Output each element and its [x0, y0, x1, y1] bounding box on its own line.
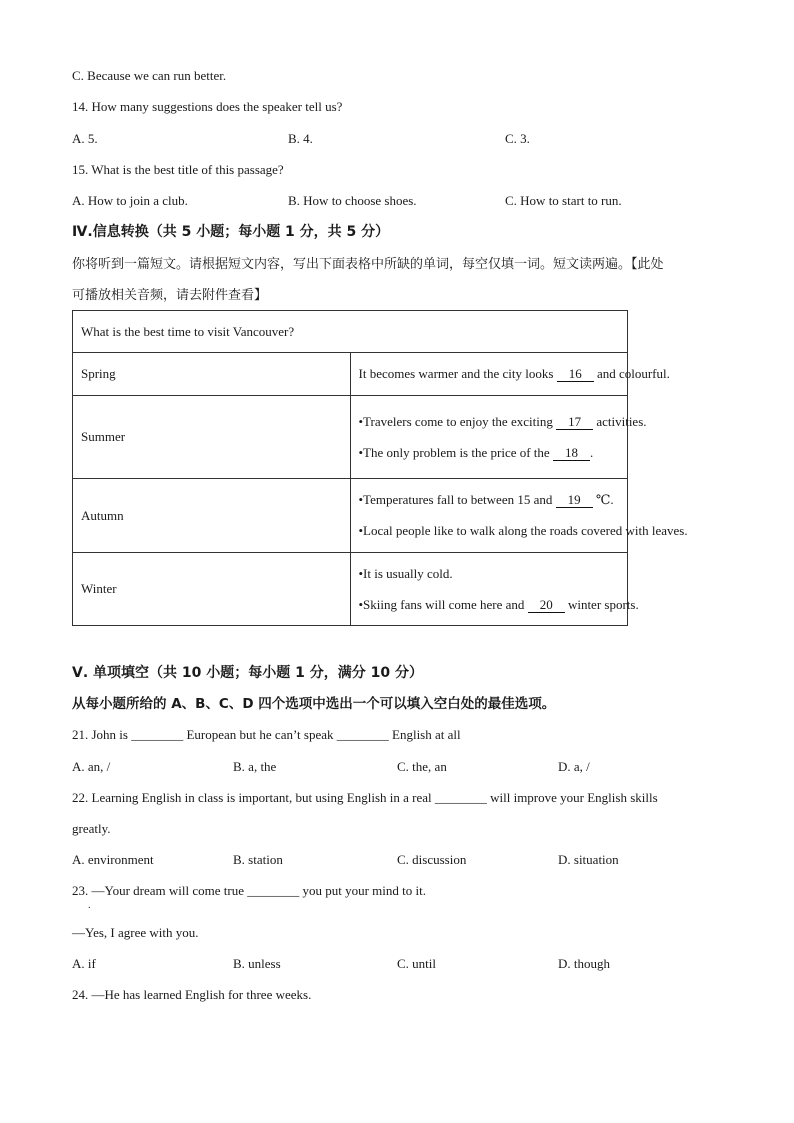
- q13-option-c: C. Because we can run better.: [72, 68, 227, 83]
- season-label: Winter: [73, 553, 351, 626]
- detail-text: ℃.: [592, 492, 614, 507]
- q23-option-d[interactable]: D. though: [558, 956, 610, 971]
- detail-text: and colourful.: [593, 366, 670, 381]
- q24-stem: 24. —He has learned English for three weeks.: [72, 987, 312, 1002]
- detail-text: •Temperatures fall to between 15 and: [358, 492, 556, 507]
- season-details: [350, 396, 647, 479]
- q22-option-c[interactable]: C. discussion: [397, 852, 467, 867]
- q14-option-a: A. 5.: [72, 131, 98, 146]
- q15-option-a: A. How to join a club.: [72, 193, 188, 208]
- detail-text: •The only problem is the price of the: [358, 444, 553, 460]
- q23-option-c[interactable]: C. until: [397, 956, 437, 971]
- q23-stem: 23. —Your dream will come true ________ you put your mind to it.: [72, 883, 426, 898]
- detail-text: •Local people like to walk along the roads covered with leaves.: [358, 523, 688, 538]
- q21-option-d[interactable]: D. a, /: [558, 759, 590, 774]
- q23-reply: —Yes, I agree with you.: [72, 925, 199, 940]
- q15-option-b: B. How to choose shoes.: [288, 193, 417, 208]
- season-details: [350, 353, 670, 396]
- vancouver-info-table: [72, 310, 688, 626]
- q22-option-d[interactable]: D. situation: [558, 852, 619, 867]
- stray-dot: .: [88, 900, 91, 911]
- season-label: Summer: [73, 396, 351, 479]
- section4-heading: Ⅳ.信息转换（共 5 小题；每小题 1 分，共 5 分）: [72, 224, 390, 240]
- q14-stem: 14. How many suggestions does the speaker tell us?: [72, 99, 343, 114]
- section4-instruction-line1: 你将听到一篇短文。请根据短文内容，写出下面表格中所缺的单词，每空仅填一词。短文读两遍。【此处: [72, 257, 664, 272]
- q22-option-a[interactable]: A. environment: [72, 852, 154, 867]
- detail-text: winter sports.: [564, 596, 639, 612]
- q14-option-c: C. 3.: [505, 131, 530, 146]
- table-row: [73, 396, 628, 479]
- table-row: [73, 553, 628, 626]
- detail-text: .: [589, 444, 594, 460]
- q22-option-b[interactable]: B. station: [233, 852, 283, 867]
- table-title: What is the best time to visit Vancouver?: [73, 311, 628, 353]
- detail-text: activities.: [593, 413, 647, 429]
- q21-stem: 21. John is ________ European but he can’t speak ________ English at all: [72, 727, 461, 742]
- q21-option-b[interactable]: B. a, the: [233, 759, 277, 774]
- answer-blank-20[interactable]: 20: [528, 597, 565, 613]
- q23-option-a[interactable]: A. if: [72, 956, 96, 971]
- detail-text: •Travelers come to enjoy the exciting: [358, 413, 557, 429]
- q22-stem-line2: greatly.: [72, 821, 111, 836]
- q23-option-b[interactable]: B. unless: [233, 956, 281, 971]
- answer-blank-16[interactable]: 16: [557, 366, 594, 382]
- q14-option-b: B. 4.: [288, 131, 313, 146]
- answer-blank-18[interactable]: 18: [553, 445, 590, 461]
- detail-text: •It is usually cold.: [358, 565, 453, 581]
- season-details: [350, 553, 639, 626]
- table-row: [73, 479, 628, 553]
- q22-stem-line1: 22. Learning English in class is important, but using English in a real ________ will improve your English skills: [72, 790, 658, 805]
- q21-option-a[interactable]: A. an, /: [72, 759, 111, 774]
- table-row: [73, 353, 628, 396]
- q21-option-c[interactable]: C. the, an: [397, 759, 447, 774]
- q15-stem: 15. What is the best title of this passage?: [72, 162, 284, 177]
- q15-option-c: C. How to start to run.: [505, 193, 622, 208]
- answer-blank-19[interactable]: 19: [556, 492, 593, 508]
- section5-heading: Ⅴ. 单项填空（共 10 小题；每小题 1 分，满分 10 分）: [72, 665, 423, 681]
- detail-text: It becomes warmer and the city looks: [358, 366, 557, 381]
- detail-text: •Skiing fans will come here and: [358, 596, 528, 612]
- section4-instruction-line2: 可播放相关音频，请去附件查看】: [72, 288, 268, 303]
- season-label: Autumn: [73, 479, 351, 553]
- season-label: Spring: [73, 353, 351, 396]
- season-details: [350, 479, 688, 553]
- section5-instruction: 从每小题所给的 A、B、C、D 四个选项中选出一个可以填入空白处的最佳选项。: [72, 696, 556, 712]
- answer-blank-17[interactable]: 17: [556, 414, 593, 430]
